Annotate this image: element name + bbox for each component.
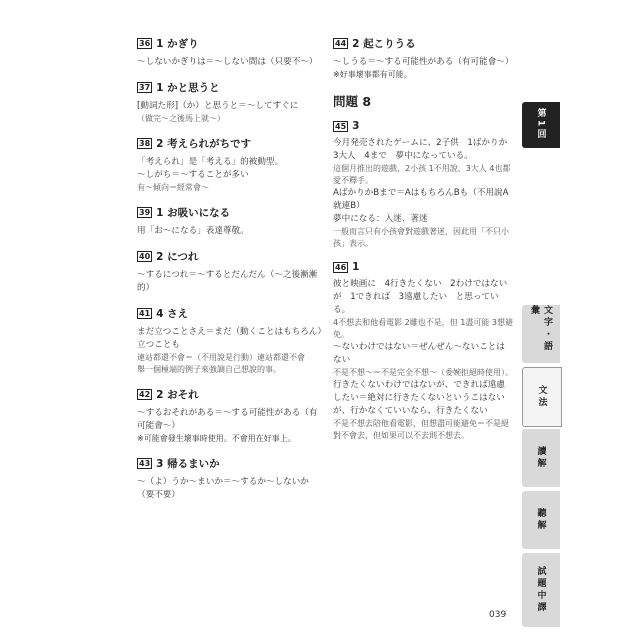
answer-entry-39 [137, 205, 322, 238]
explanation-line: [動詞た形]（か）と思うと＝～してすぐに [137, 101, 299, 111]
entry-title: 4 さえ [156, 308, 189, 320]
section-title: 問題 8 [333, 94, 372, 109]
question-number: 39 [139, 208, 151, 217]
side-tab-4[interactable]: 聽解 [522, 491, 560, 549]
entry-title: 2 考えられがちです [156, 138, 251, 150]
answer-entry-45 [333, 120, 516, 250]
question-number: 36 [139, 39, 151, 48]
answer-entry-38 [137, 136, 322, 194]
side-tab-5[interactable]: 試題中譯 [522, 553, 560, 627]
answer-entry-42 [137, 387, 322, 445]
entry-heading [137, 249, 322, 264]
entry-title: 2 おそれ [156, 389, 199, 401]
question-number: 37 [139, 83, 151, 92]
answer-entry-43 [137, 456, 322, 502]
page-number: 039 [489, 610, 507, 620]
explanation-line: 彼と映画に 4行きたくない 2わけではないが 1できれば 3遠慮したい と思っている。 [333, 279, 508, 315]
answer-entry-44 [333, 36, 513, 81]
explanation-line: ～するおそれがある＝～する可能性がある（有可能會～） [137, 408, 318, 431]
entry-heading [137, 306, 322, 321]
translation-line: 不是不想去陪他看電影，但想盡可能避免＝不是絕對不會去，但如果可以不去則不想去。 [333, 419, 509, 440]
note-line: ※好事壞事都有可能。 [333, 70, 412, 79]
translation-line: 舉一個極端的例子來強調自己想說的事。 [137, 365, 281, 374]
entry-heading [137, 80, 322, 95]
right-column [333, 36, 516, 453]
entry-heading [137, 205, 322, 220]
entry-heading [137, 456, 322, 471]
answer-entry-46 [333, 261, 513, 442]
entry-title: 2 起こりうる [352, 38, 416, 50]
side-tab-3[interactable]: 讀解 [522, 429, 560, 487]
translation-line: 不是不想～＝不是完全不想～（委婉拒絕時使用）。 [333, 368, 513, 377]
answer-entry-36 [137, 36, 322, 69]
entry-title: 1 かぎり [156, 38, 199, 50]
question-number: 38 [139, 139, 151, 148]
translation-line: 這個月推出的遊戲，2小孩 1不用說，3大人 4也都愛不釋手。 [333, 164, 511, 185]
entry-title: 3 [352, 120, 360, 132]
translation-line: 4不想去和他看電影 2雖也不是，但 1盡可能 3想避免。 [333, 318, 513, 339]
question-number: 43 [139, 459, 151, 468]
answer-entry-37 [137, 80, 322, 125]
entry-title: 1 お吸いになる [156, 207, 231, 219]
explanation-line: 「考えられ」是「考える」的被動型。 [137, 157, 284, 167]
explanation-line: 行きたくないわけではないが、できれば遠慮したい＝絶対に行きたくないというこはないが、行かなくていいなら、行きたくない [333, 380, 505, 416]
side-tab-2[interactable]: 文法 [522, 367, 562, 427]
translation-line: （做完～之後馬上就～） [137, 114, 225, 123]
explanation-line: まだ立つことさえ＝まだ（動くことはもちろん）立つことも [137, 327, 322, 350]
explanation-line: ～しうる＝～する可能性がある（有可能會～） [333, 57, 514, 67]
translation-line: 一般而言只有小孩會對遊戲著迷，因此用「不只小孩」表示。 [333, 227, 509, 248]
entry-title: 1 かと思うと [156, 82, 220, 94]
explanation-line: ～するにつれ＝～するとだんだん（～之後漸漸的） [137, 270, 318, 293]
explanation-line: ～（よ）うか～まいか＝～するか～しないか（要不要） [137, 477, 309, 500]
entry-title: 3 帰るまいか [156, 458, 220, 470]
explanation-line: ～ないわけではない＝ぜんぜん～ないことはない [333, 342, 505, 365]
explanation-line: AばかりかBまで＝AはもちろんBも（不用說A就連B） [333, 188, 509, 211]
question-number: 44 [335, 39, 347, 48]
question-number: 40 [139, 252, 151, 261]
explanation-line: 用「お～になる」表達尊敬。 [137, 226, 249, 236]
question-number: 46 [335, 262, 347, 272]
question-number: 41 [139, 309, 151, 318]
translation-line: 連站都還不會＝（不用說是行動）連站都還不會 [137, 353, 305, 362]
note-line: ※可能會發生壞事時使用。不會用在好事上。 [137, 434, 296, 443]
entry-title: 2 につれ [156, 251, 199, 263]
entry-heading [333, 120, 513, 132]
explanation-line: 夢中になる：入迷、著迷 [333, 214, 428, 224]
explanation-line: ～しないかぎりは＝～しない間は（只要不～） [137, 57, 318, 67]
side-tab-0[interactable]: 第1回 [522, 102, 560, 148]
entry-heading [137, 136, 322, 151]
explanation-line: ～しがち＝～することが多い [137, 170, 249, 180]
answer-entry-40 [137, 249, 322, 295]
left-column [137, 36, 322, 513]
question-number: 42 [139, 390, 151, 399]
side-tab-1[interactable]: 文字・語彙 [522, 305, 560, 363]
question-number: 45 [335, 121, 347, 131]
explanation-line: 今月発売されたゲームに、2子供 1ばかりか 3大人 4まで 夢中になっている。 [333, 138, 516, 161]
entry-title: 1 [352, 261, 360, 273]
entry-heading [333, 261, 513, 273]
translation-line: 有～傾向＝經常會～ [137, 183, 209, 192]
entry-heading [137, 387, 322, 402]
answer-entry-41 [137, 306, 322, 376]
entry-heading [137, 36, 322, 51]
entry-heading [333, 36, 513, 51]
